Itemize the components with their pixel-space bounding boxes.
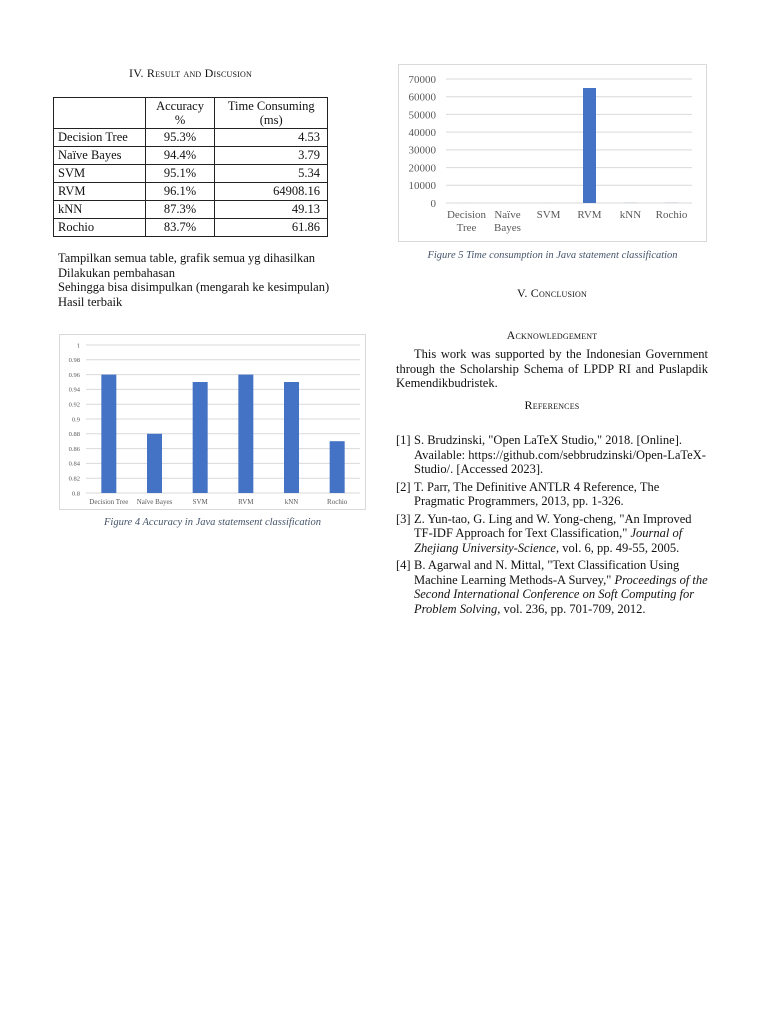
y-tick-label: 0.9 <box>71 416 80 424</box>
table-row <box>54 165 328 183</box>
table-header-time: Time Consuming (ms) <box>215 98 328 129</box>
table-cell-time: 61.86 <box>215 219 328 237</box>
table-row <box>54 183 328 201</box>
time-bar-chart <box>399 65 708 243</box>
note-line: Tampilkan semua table, grafik semua yg dihasilkan <box>58 251 316 265</box>
table-header-accuracy: Accuracy % <box>145 98 215 129</box>
y-tick-label: 0.92 <box>68 401 80 409</box>
y-tick-label: 10000 <box>408 180 436 193</box>
x-category-label: Rochio <box>327 498 348 506</box>
section-4-numeral: IV. <box>129 66 144 80</box>
figure-5-chart <box>398 64 707 242</box>
y-tick-label: 0.84 <box>68 460 80 468</box>
table-cell-method: SVM <box>54 165 146 183</box>
reference-text: T. Parr, The Definitive ANTLR 4 Reference, The Pragmatic Programmers, 2013, pp. 1-326. <box>414 479 660 508</box>
reference-number: [3] <box>396 511 411 526</box>
table-cell-time: 5.34 <box>215 165 328 183</box>
table-cell-accuracy: 95.3% <box>145 129 215 147</box>
reference-details: vol. 236, pp. 701-709, 2012. <box>500 601 646 616</box>
x-category-label: Decision Tree <box>446 209 487 234</box>
bar <box>284 382 299 493</box>
references-heading: References <box>524 398 580 412</box>
notes-block <box>58 251 358 309</box>
table-cell-time: 64908.16 <box>215 183 328 201</box>
table-cell-accuracy: 95.1% <box>145 165 215 183</box>
accuracy-bar-chart <box>60 335 367 511</box>
reference-number: [2] <box>396 479 411 494</box>
x-category-label: Naïve Bayes <box>494 209 521 234</box>
table-row <box>54 147 328 165</box>
y-tick-label: 0.88 <box>68 431 80 439</box>
table-row <box>54 219 328 237</box>
references-list <box>396 433 712 619</box>
table-cell-time: 49.13 <box>215 201 328 219</box>
y-tick-label: 0.86 <box>68 445 80 453</box>
reference-item <box>396 558 712 616</box>
reference-number: [4] <box>396 558 411 572</box>
reference-item <box>396 433 712 477</box>
figure-4-caption: Figure 4 Accuracy in Java statemsent classification <box>104 517 321 528</box>
y-tick-label: 0.8 <box>71 490 80 498</box>
y-tick-label: 1 <box>76 342 80 350</box>
figure-5-caption: Figure 5 Time consumption in Java statement classification <box>427 250 678 261</box>
table-cell-accuracy: 87.3% <box>145 201 215 219</box>
note-line: Dilakukan pembahasan <box>58 265 175 280</box>
acknowledgement-heading: Acknowledgement <box>506 328 598 342</box>
table-cell-time: 4.53 <box>215 129 328 147</box>
bar <box>238 375 253 493</box>
table-cell-accuracy: 96.1% <box>145 183 215 201</box>
x-category-label: kNN <box>619 209 642 221</box>
y-tick-label: 0.94 <box>68 386 80 394</box>
x-category-label: Decision Tree <box>89 498 129 506</box>
y-tick-label: 0.98 <box>68 357 80 365</box>
section-5-title: Conclusion <box>530 286 587 300</box>
table-cell-method: Decision Tree <box>54 129 146 147</box>
table-header-row <box>54 98 328 129</box>
bar <box>101 375 116 493</box>
table-cell-method: Naïve Bayes <box>54 147 146 165</box>
table-cell-method: Rochio <box>54 219 146 237</box>
table-cell-accuracy: 83.7% <box>145 219 215 237</box>
reference-text: S. Brudzinski, "Open LaTeX Studio," 2018. [Online]. Available: https://github.com/sebbrudzinski/Open-LaTeX-Studio/. [Accessed 2023]. <box>414 433 706 476</box>
bar <box>193 382 208 493</box>
table-cell-time: 3.79 <box>215 147 328 165</box>
table-cell-method: RVM <box>54 183 146 201</box>
reference-item <box>396 512 712 556</box>
table-row <box>54 201 328 219</box>
x-category-label: RVM <box>577 209 602 221</box>
y-tick-label: 70000 <box>408 73 436 86</box>
bar <box>583 88 596 203</box>
reference-venue: Journal of Zhejiang University-Science, <box>414 526 683 555</box>
x-category-label: Naïve Bayes <box>136 498 173 506</box>
section-5-numeral: V. <box>517 286 528 300</box>
reference-details: vol. 6, pp. 49-55, 2005. <box>559 540 680 555</box>
y-tick-label: 0 <box>430 197 436 210</box>
x-category-label: SVM <box>536 209 561 221</box>
y-tick-label: 0.96 <box>68 371 80 379</box>
section-5-heading <box>396 286 708 301</box>
reference-item <box>396 480 712 509</box>
reference-text: Z. Yun-tao, G. Ling and W. Yong-cheng, "An Improved TF-IDF Approach for Text Classification," <box>414 511 692 540</box>
note-line: Sehingga bisa disimpulkan (mengarah ke kesimpulan) <box>58 280 330 294</box>
reference-number: [1] <box>396 433 411 447</box>
y-tick-label: 30000 <box>408 144 436 157</box>
x-category-label: Rochio <box>655 209 688 221</box>
bar <box>330 441 345 493</box>
table-header-method <box>54 98 146 129</box>
x-category-label: RVM <box>238 498 254 506</box>
figure-4-chart <box>59 334 366 510</box>
reference-text: B. Agarwal and N. Mittal, "Text Classification Using Machine Learning Methods-A Survey," <box>414 558 680 587</box>
table-cell-accuracy: 94.4% <box>145 147 215 165</box>
table-row <box>54 129 328 147</box>
reference-venue: Proceedings of the Second International Conference on Soft Computing for Problem Solving, <box>414 572 708 616</box>
x-category-label: SVM <box>192 498 208 506</box>
results-table <box>53 97 328 237</box>
note-line: Hasil terbaik <box>58 294 123 309</box>
acknowledgement-text <box>396 347 708 391</box>
x-category-label: kNN <box>284 498 299 506</box>
table-cell-method: kNN <box>54 201 146 219</box>
y-tick-label: 40000 <box>408 126 436 139</box>
bar <box>147 434 162 493</box>
y-tick-label: 0.82 <box>68 475 80 483</box>
section-4-heading <box>53 66 328 81</box>
y-tick-label: 50000 <box>408 109 436 122</box>
y-tick-label: 20000 <box>408 162 436 175</box>
y-tick-label: 60000 <box>408 91 436 104</box>
section-4-title: Result and Discusion <box>146 66 252 80</box>
acknowledgement-body: This work was supported by the Indonesian Government through the Scholarship Schema of LPDP RI and Puslapdik Kemendikbudristek. <box>396 347 708 390</box>
